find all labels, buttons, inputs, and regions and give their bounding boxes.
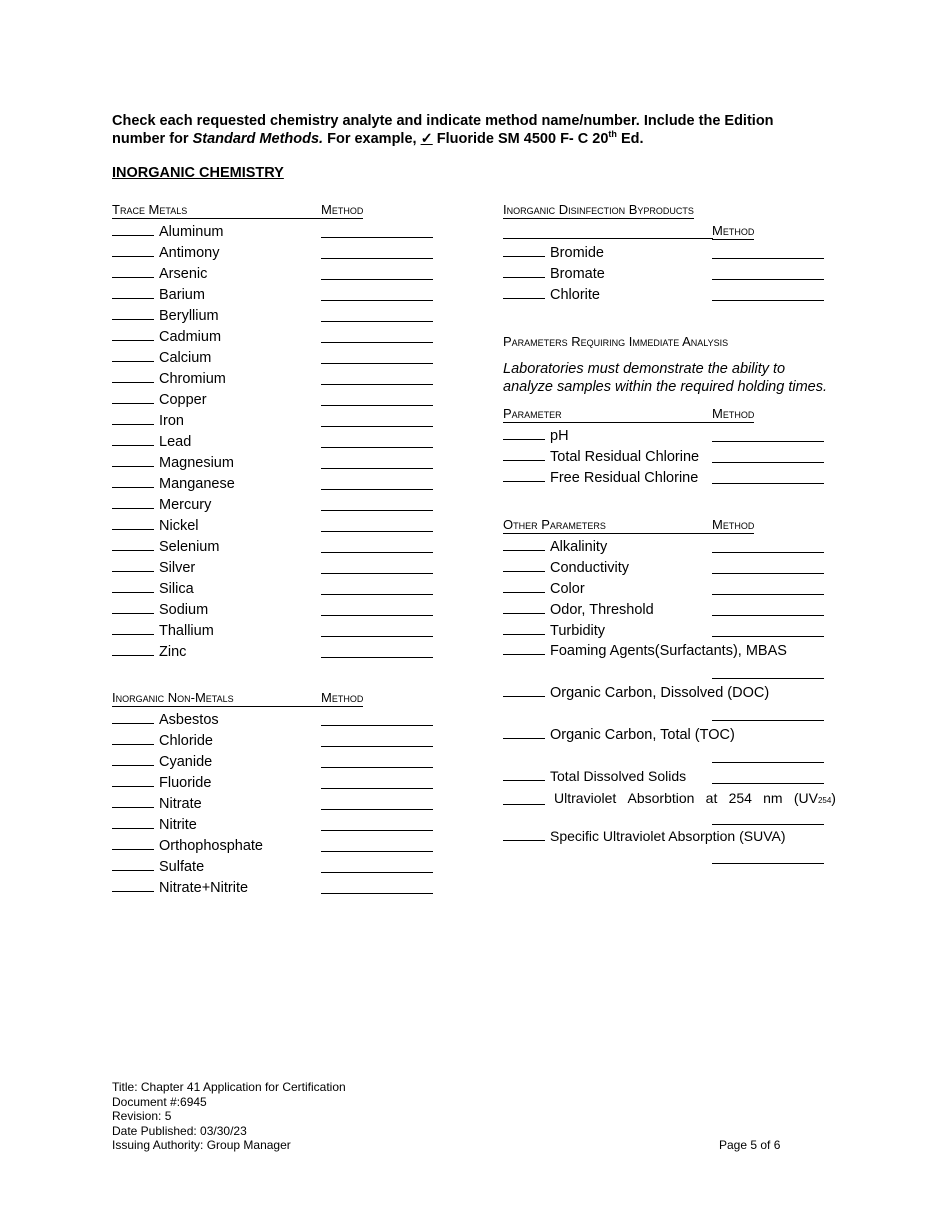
check-blank[interactable]: [112, 856, 154, 871]
check-blank[interactable]: [112, 410, 154, 425]
method-blank[interactable]: [321, 552, 433, 553]
method-blank[interactable]: [712, 462, 824, 463]
analyte-row: [503, 446, 699, 468]
uv-subscript: 254: [817, 796, 832, 805]
method-blank[interactable]: [321, 468, 433, 469]
example-text: Fluoride SM 4500 F- C 20: [432, 131, 609, 147]
check-blank[interactable]: [112, 473, 154, 488]
method-blank[interactable]: [321, 615, 433, 616]
uv-word: 254: [728, 790, 752, 806]
analyte-row: [112, 751, 212, 773]
check-blank[interactable]: [112, 835, 154, 850]
method-blank[interactable]: [712, 441, 824, 442]
check-blank[interactable]: [503, 640, 545, 655]
parameter-heading: Parameter: [503, 406, 712, 423]
analyte-label: Bromate: [550, 266, 605, 282]
analyte-row: [112, 284, 205, 306]
analyte-row: [112, 494, 211, 516]
uv-word: nm: [763, 790, 783, 806]
check-blank[interactable]: [503, 536, 545, 551]
immediate-method-heading: Method: [712, 406, 755, 421]
analyte-label: Thallium: [159, 623, 214, 639]
check-blank[interactable]: [112, 452, 154, 467]
other-heading: Other Parameters: [503, 517, 712, 534]
check-blank[interactable]: [503, 790, 545, 805]
check-blank[interactable]: [112, 515, 154, 530]
check-blank[interactable]: [112, 221, 154, 236]
method-blank[interactable]: [321, 426, 433, 427]
check-blank[interactable]: [503, 766, 545, 781]
method-blank[interactable]: [712, 615, 824, 616]
method-blank[interactable]: [321, 657, 433, 658]
analyte-label: Odor, Threshold: [550, 602, 654, 618]
analyte-label: Specific Ultraviolet Absorption (SUVA): [550, 828, 786, 844]
uv-abbrev: ): [831, 790, 836, 806]
analyte-row: [503, 578, 585, 600]
uv-label-group: [554, 788, 836, 811]
analyte-label: Total Dissolved Solids: [550, 768, 687, 784]
method-blank[interactable]: [321, 384, 433, 385]
suva-row: [503, 826, 786, 847]
analyte-label: Organic Carbon, Total (TOC): [550, 727, 735, 743]
method-blank[interactable]: [321, 342, 433, 343]
method-blank[interactable]: [321, 872, 433, 873]
analyte-row: [112, 557, 195, 579]
analyte-label: Chlorite: [550, 287, 600, 303]
analyte-label: Chromium: [159, 371, 226, 387]
analyte-row: [112, 368, 226, 390]
check-blank[interactable]: [112, 751, 154, 766]
method-blank[interactable]: [321, 830, 433, 831]
analyte-label: Cadmium: [159, 329, 222, 345]
method-blank[interactable]: [712, 300, 824, 301]
doc-row: [503, 682, 769, 704]
analyte-row: [112, 410, 184, 432]
analyte-row: [112, 730, 213, 752]
check-blank[interactable]: [503, 682, 545, 697]
check-blank[interactable]: [112, 326, 154, 341]
analyte-row: [112, 221, 223, 243]
analyte-row: [112, 814, 197, 836]
uv-label: [554, 788, 836, 811]
tds-row: [503, 766, 686, 787]
check-blank[interactable]: [112, 347, 154, 362]
method-blank[interactable]: [321, 258, 433, 259]
method-blank[interactable]: [321, 363, 433, 364]
analyte-label: Nitrate+Nitrite: [159, 880, 249, 896]
analyte-label: Aluminum: [159, 224, 224, 240]
check-blank[interactable]: [503, 425, 545, 440]
analyte-label: Foaming Agents(Surfactants), MBAS: [550, 643, 787, 659]
check-blank[interactable]: [112, 242, 154, 257]
analyte-label: Bromide: [550, 245, 604, 261]
analyte-label: Total Residual Chlorine: [550, 449, 700, 465]
check-blank[interactable]: [112, 730, 154, 745]
method-blank[interactable]: [712, 824, 824, 825]
checkmark-icon: ✓: [420, 131, 433, 147]
method-blank[interactable]: [712, 573, 824, 574]
analyte-row: [112, 793, 202, 815]
foaming-row: [503, 640, 787, 662]
uv-row: [503, 788, 836, 811]
method-blank[interactable]: [712, 483, 824, 484]
analyte-label: Beryllium: [159, 308, 219, 324]
method-blank[interactable]: [712, 863, 824, 864]
method-blank[interactable]: [321, 851, 433, 852]
analyte-label: Asbestos: [159, 712, 219, 728]
immediate-note: [503, 360, 827, 396]
analyte-row: [503, 620, 605, 642]
check-blank[interactable]: [112, 772, 154, 787]
check-blank[interactable]: [503, 242, 545, 257]
uv-abbrev: (UV: [793, 790, 818, 806]
uv-word: Absorbtion: [627, 790, 695, 806]
instructions-text: For example,: [323, 131, 421, 147]
method-blank[interactable]: [321, 725, 433, 726]
note-line: Laboratories must demonstrate the ability to: [503, 361, 786, 377]
check-blank[interactable]: [112, 557, 154, 572]
check-blank[interactable]: [112, 305, 154, 320]
document-footer: [112, 1080, 346, 1153]
analyte-row: [112, 389, 207, 411]
analyte-row: [112, 835, 263, 857]
method-blank[interactable]: [321, 746, 433, 747]
method-blank[interactable]: [712, 720, 824, 721]
toc-row: [503, 724, 735, 746]
analyte-row: [112, 578, 194, 600]
dbp-heading: Inorganic Disinfection Byproducts: [503, 202, 694, 217]
analyte-label: Barium: [159, 287, 205, 303]
analyte-row: [112, 347, 211, 369]
analyte-label: Sulfate: [159, 859, 205, 875]
non-metals-method-heading: Method: [321, 690, 364, 705]
analyte-label: Silica: [159, 581, 194, 597]
method-blank[interactable]: [712, 783, 824, 784]
check-blank[interactable]: [503, 284, 545, 299]
footer-title: Title: Chapter 41 Application for Certification: [112, 1080, 346, 1094]
check-blank[interactable]: [112, 536, 154, 551]
instructions-line-1: Check each requested chemistry analyte and indicate method name/number. Include the Edition: [112, 113, 774, 129]
check-blank[interactable]: [112, 284, 154, 299]
check-blank[interactable]: [112, 368, 154, 383]
check-blank[interactable]: [112, 431, 154, 446]
uv-word: Ultraviolet: [554, 790, 617, 806]
analyte-label: Calcium: [159, 350, 212, 366]
analyte-label: Manganese: [159, 476, 235, 492]
analyte-row: [112, 772, 211, 794]
check-blank[interactable]: [112, 389, 154, 404]
section-title: INORGANIC CHEMISTRY: [112, 165, 284, 181]
analyte-label: pH: [550, 428, 569, 444]
analyte-row: [112, 473, 235, 495]
method-blank[interactable]: [321, 636, 433, 637]
method-blank[interactable]: [321, 300, 433, 301]
check-blank[interactable]: [112, 578, 154, 593]
method-blank[interactable]: [321, 573, 433, 574]
analyte-label: Nitrate: [159, 796, 202, 812]
analyte-row: [112, 641, 186, 663]
analyte-label: Fluoride: [159, 775, 212, 791]
analyte-label: Cyanide: [159, 754, 213, 770]
instructions-line-2: [112, 130, 852, 148]
check-blank[interactable]: [112, 709, 154, 724]
check-blank[interactable]: [503, 467, 545, 482]
analyte-label: Orthophosphate: [159, 838, 263, 854]
analyte-row: [112, 431, 191, 453]
method-blank[interactable]: [321, 237, 433, 238]
check-blank[interactable]: [503, 724, 545, 739]
analyte-label: Nickel: [159, 518, 199, 534]
standard-methods-text: Standard Methods.: [192, 131, 324, 147]
analyte-label: Copper: [159, 392, 207, 408]
check-blank[interactable]: [112, 494, 154, 509]
method-blank[interactable]: [321, 447, 433, 448]
analyte-row: [503, 284, 600, 306]
check-blank[interactable]: [112, 793, 154, 808]
analyte-row: [112, 242, 219, 264]
method-blank[interactable]: [712, 762, 824, 763]
check-blank[interactable]: [112, 263, 154, 278]
analyte-label: Chloride: [159, 733, 213, 749]
immediate-heading: Parameters Requiring Immediate Analysis: [503, 334, 729, 349]
method-blank[interactable]: [321, 510, 433, 511]
analyte-label: Antimony: [159, 245, 220, 261]
check-blank[interactable]: [503, 557, 545, 572]
dbp-method-heading: Method: [712, 223, 755, 238]
non-metals-heading: Inorganic Non-Metals: [112, 690, 321, 707]
note-line: analyze samples within the required holding times.: [503, 379, 828, 395]
check-blank[interactable]: [503, 263, 545, 278]
method-blank[interactable]: [712, 279, 824, 280]
analyte-label: Magnesium: [159, 455, 234, 471]
analyte-row: [112, 599, 208, 621]
analyte-row: [112, 515, 198, 537]
analyte-row: [112, 452, 234, 474]
check-blank[interactable]: [503, 826, 545, 841]
analyte-row: [112, 620, 214, 642]
dbp-underline: [503, 238, 713, 239]
edition-superscript: th: [608, 129, 617, 140]
check-blank[interactable]: [112, 877, 154, 892]
method-blank[interactable]: [321, 594, 433, 595]
analyte-row: [112, 856, 204, 878]
analyte-label: Mercury: [159, 497, 212, 513]
instructions-text: number for: [112, 131, 193, 147]
analyte-row: [112, 536, 219, 558]
method-blank[interactable]: [712, 552, 824, 553]
footer-date: Date Published: 03/30/23: [112, 1123, 247, 1138]
analyte-row: [503, 242, 604, 264]
method-blank[interactable]: [321, 788, 433, 789]
method-blank[interactable]: [712, 594, 824, 595]
analyte-label: Arsenic: [159, 266, 208, 282]
uv-word: at: [705, 790, 718, 806]
analyte-row: [503, 467, 698, 489]
check-blank[interactable]: [112, 814, 154, 829]
analyte-label: Nitrite: [159, 817, 197, 833]
check-blank[interactable]: [503, 578, 545, 593]
instructions-paragraph: [112, 112, 852, 148]
method-blank[interactable]: [712, 258, 824, 259]
method-blank[interactable]: [321, 321, 433, 322]
analyte-label: Sodium: [159, 602, 209, 618]
analyte-label: Organic Carbon, Dissolved (DOC): [550, 685, 770, 701]
method-blank[interactable]: [712, 636, 824, 637]
analyte-row: [112, 877, 248, 899]
check-blank[interactable]: [503, 620, 545, 635]
analyte-label: Turbidity: [550, 623, 606, 639]
footer-revision: Revision: 5: [112, 1109, 172, 1123]
analyte-row: [112, 326, 221, 348]
analyte-row: [503, 557, 629, 579]
example-text: Ed.: [616, 131, 644, 147]
method-blank[interactable]: [321, 405, 433, 406]
method-blank[interactable]: [321, 489, 433, 490]
analyte-row: [503, 263, 605, 285]
footer-authority: Issuing Authority: Group Manager: [112, 1138, 291, 1152]
analyte-label: Silver: [159, 560, 196, 576]
trace-metals-heading: Trace Metals: [112, 202, 321, 219]
method-blank[interactable]: [321, 893, 433, 894]
analyte-row: [112, 305, 219, 327]
analyte-label: Free Residual Chlorine: [550, 470, 699, 486]
analyte-label: Color: [550, 581, 585, 597]
analyte-row: [503, 599, 654, 621]
analyte-row: [112, 709, 219, 731]
analyte-label: Alkalinity: [550, 539, 608, 555]
uv-word: [794, 788, 836, 811]
analyte-row: [112, 263, 207, 285]
check-blank[interactable]: [112, 641, 154, 656]
check-blank[interactable]: [503, 446, 545, 461]
method-blank[interactable]: [321, 809, 433, 810]
analyte-label: Zinc: [159, 644, 187, 660]
method-blank[interactable]: [321, 279, 433, 280]
page-number: Page 5 of 6: [719, 1138, 781, 1152]
check-blank[interactable]: [112, 599, 154, 614]
analyte-row: [503, 536, 607, 558]
check-blank[interactable]: [503, 599, 545, 614]
method-blank[interactable]: [712, 678, 824, 679]
analyte-label: Iron: [159, 413, 184, 429]
footer-document-number: Document #:6945: [112, 1094, 207, 1109]
other-method-heading: Method: [712, 517, 755, 532]
analyte-label: Lead: [159, 434, 192, 450]
analyte-label: Selenium: [159, 539, 220, 555]
method-blank[interactable]: [321, 531, 433, 532]
trace-metals-method-heading: Method: [321, 202, 364, 217]
analyte-label: Conductivity: [550, 560, 629, 576]
check-blank[interactable]: [112, 620, 154, 635]
method-blank[interactable]: [321, 767, 433, 768]
analyte-row: [503, 425, 569, 447]
